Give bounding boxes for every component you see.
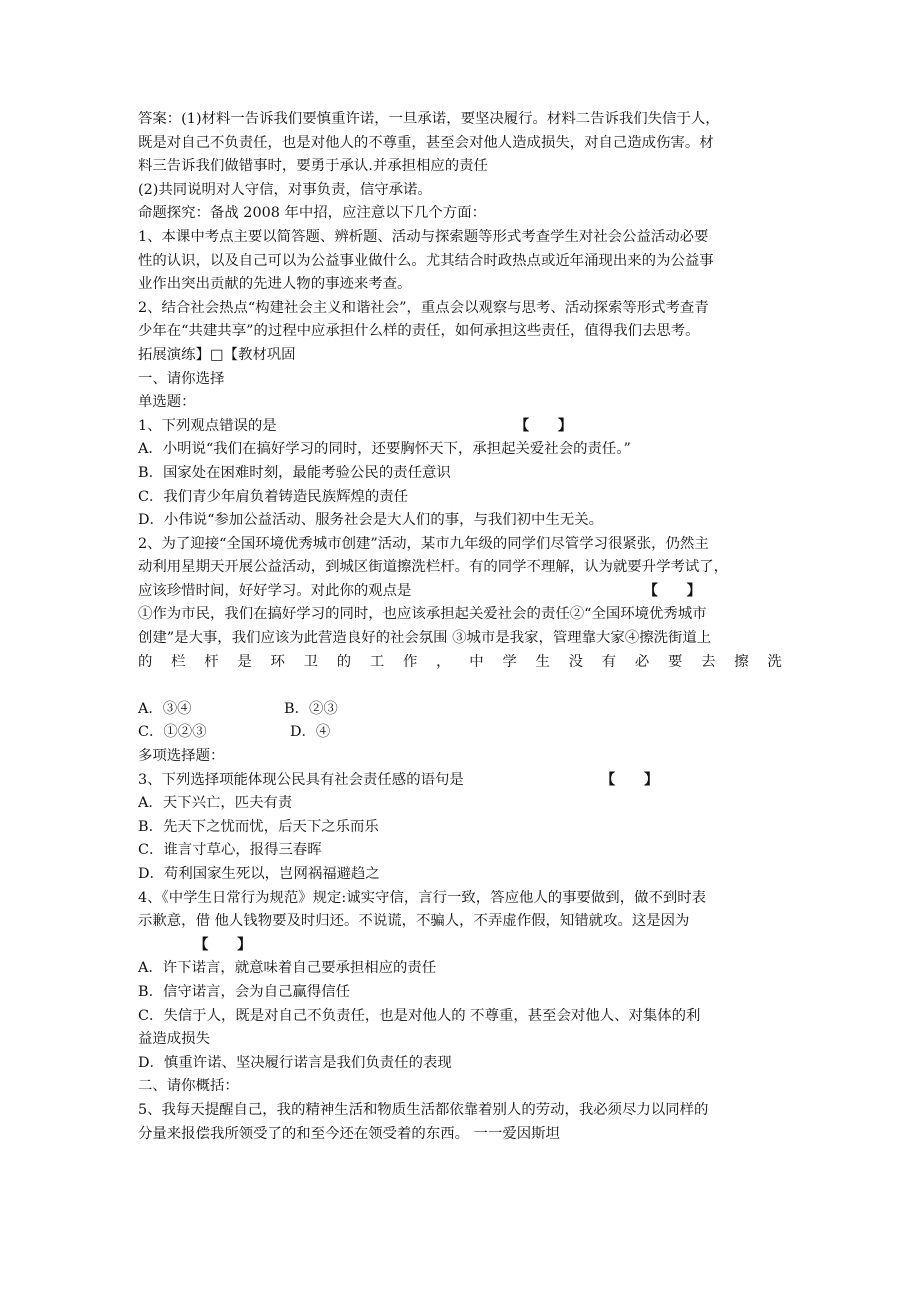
exploration-line: 少年在“共建共享”的过程中应承担什么样的责任，如何承担这些责任，值得我们去思考。 <box>138 323 700 340</box>
answer-bracket: 【 】 <box>194 936 252 953</box>
question-2-option-b: B．②③ <box>284 700 338 717</box>
question-2-option-d: D．④ <box>290 724 331 741</box>
justified-char: 作 <box>403 653 418 670</box>
justified-char: ， <box>436 653 451 670</box>
answer-line: (2)共同说明对人守信，对事负责，信守承诺。 <box>138 181 432 198</box>
answer-line: 答案：(1)材料一告诉我们要慎重许诺，一旦承诺，要坚决履行。材料二告诉我们失信于人， <box>138 111 720 127</box>
justified-char: 中 <box>469 653 484 670</box>
answer-bracket: 【 】 <box>514 417 573 434</box>
justified-char: 是 <box>237 653 252 670</box>
question-2-line: 2、为了迎接“全国环境优秀城市创建”活动，某市九年级的同学们尽管学习很紧张，仍然主 <box>138 535 709 552</box>
question-4-option-b: B．信守诺言，会为自己赢得信任 <box>138 983 351 1000</box>
justified-char: 生 <box>535 653 550 670</box>
exploration-line: 2、结合社会热点“构建社会主义和谐社会”，重点会以观察与思考、活动探索等形式考查青 <box>138 299 709 316</box>
exploration-line: 性的认识，以及自己可以为公益事业做什么。尤其结合时政热点或近年涌现出来的为公益事 <box>138 252 714 269</box>
question-2-statement: ①作为市民，我们在搞好学习的同时，也应该承担起关爱社会的责任②“全国环境优秀城市 <box>138 606 707 623</box>
question-2-option-c: C．①②③ <box>138 724 207 741</box>
question-4-option-c: C．失信于人，既是对自己不负责任，也是对他人的 不尊重，甚至会对他人、对集体的利 <box>138 1007 701 1024</box>
question-4-bracket-line <box>138 934 782 958</box>
answer-line: 既是对自己不负责任，也是对他人的不尊重，甚至会对他人造成损失，对自己造成伤害。材 <box>138 134 714 151</box>
question-2-options-row <box>138 721 782 745</box>
justified-char: 要 <box>668 653 683 670</box>
question-4-line: 4、《中学生日常行为规范》规定:诚实守信，言行一致，答应他人的事要做到，做不到时表 <box>138 889 707 906</box>
justified-char: 杆 <box>204 653 219 670</box>
question-3-option-c: C．谁言寸草心，报得三春晖 <box>138 842 322 859</box>
answer-bracket: 【 】 <box>600 771 659 788</box>
section-title: 二、请你概括： <box>138 1078 239 1095</box>
justified-char: 洗 <box>767 653 782 670</box>
question-3-option-d: D．苟利国家生死以，岂网祸福避趋之 <box>138 866 380 882</box>
justified-char: 有 <box>601 653 617 670</box>
question-2-statement: 创建”是大事，我们应该为此营造良好的社会氛围 ③城市是我家，管理靠大家④擦洗街道上 <box>138 630 712 647</box>
section-title: 一、请你选择 <box>138 370 225 387</box>
question-1-option-a: A．小明说“我们在搞好学习的同时，还要胸怀天下，承担起关爱社会的责任。” <box>138 441 631 458</box>
question-4-option-a: A．许下诺言，就意味着自己要承担相应的责任 <box>138 960 437 977</box>
answer-bracket: 【 】 <box>643 582 702 599</box>
question-1-option-c: C．我们青少年肩负着铸造民族辉煌的责任 <box>138 488 409 505</box>
multi-choice-title: 多项选择题： <box>138 748 225 765</box>
justified-char: 学 <box>502 653 517 670</box>
question-4-option-c-cont: 益造成损失 <box>138 1031 210 1048</box>
question-3-option-a: A．天下兴亡，匹夫有责 <box>138 795 293 812</box>
justified-char: 必 <box>634 653 650 670</box>
justified-char: 栏 <box>171 653 186 670</box>
document-body <box>138 108 782 1146</box>
question-1-option-d: D．小伟说“参加公益活动、服务社会是大人们的事，与我们初中生无关。 <box>138 512 604 529</box>
question-2-option-a: A．③④ <box>138 700 192 717</box>
question-3-stem <box>138 769 782 793</box>
answer-line: 料三告诉我们做错事时，要勇于承认.并承担相应的责任 <box>138 158 488 175</box>
practice-heading: 拓展演练】□【教材巩固 <box>138 346 296 363</box>
question-2-options-row <box>138 698 782 722</box>
question-2-line <box>138 580 782 604</box>
blank-line <box>138 674 782 698</box>
question-2-statement-justified <box>138 651 782 675</box>
question-4-option-d: D．慎重许诺、坚决履行诺言是我们负责任的表现 <box>138 1054 452 1071</box>
question-3-text: 3、下列选择项能体现公民具有社会责任感的语句是 <box>138 771 464 788</box>
justified-char: 的 <box>138 653 153 670</box>
justified-char: 卫 <box>303 653 319 670</box>
question-1-stem <box>138 415 782 439</box>
question-4-line: 示歉意，借 他人钱物要及时归还。不说谎，不骗人，不弄虚作假，知错就攻。这是因为 <box>138 913 690 930</box>
single-choice-title: 单选题： <box>138 394 196 411</box>
exploration-line: 业作出突出贡献的先进人物的事迹来考查。 <box>138 276 412 293</box>
question-1-text: 1、下列观点错误的是 <box>138 417 277 434</box>
justified-char: 环 <box>270 653 285 670</box>
question-5-line: 5、我每天提醒自己，我的精神生活和物质生活都依靠着别人的劳动，我必须尽力以同样的 <box>138 1101 709 1118</box>
justified-char: 擦 <box>734 653 749 670</box>
question-3-option-b: B．先天下之忧而忧，后天下之乐而乐 <box>138 818 379 835</box>
justified-char: 工 <box>369 653 385 670</box>
exploration-line: 1、本课中考点主要以简答题、辨析题、活动与探索题等形式考查学生对社会公益活动必要 <box>138 228 709 245</box>
question-2-text: 应该珍惜时间，好好学习。对此你的观点是 <box>138 582 412 599</box>
question-1-option-b: B．国家处在困难时刻，最能考验公民的责任意识 <box>138 464 451 481</box>
justified-char: 的 <box>336 653 352 670</box>
exploration-heading: 命题探究：备战 2008 年中招，应注意以下几个方面： <box>138 205 486 222</box>
justified-char: 去 <box>701 653 716 670</box>
question-2-line: 动利用星期天开展公益活动，到城区街道擦洗栏杆。有的同学不理解，认为就要升学考试了， <box>138 559 729 576</box>
justified-char: 没 <box>568 653 584 670</box>
question-5-line: 分量来报偿我所领受了的和至今还在领受着的东西。 一一爱因斯坦 <box>138 1125 560 1142</box>
